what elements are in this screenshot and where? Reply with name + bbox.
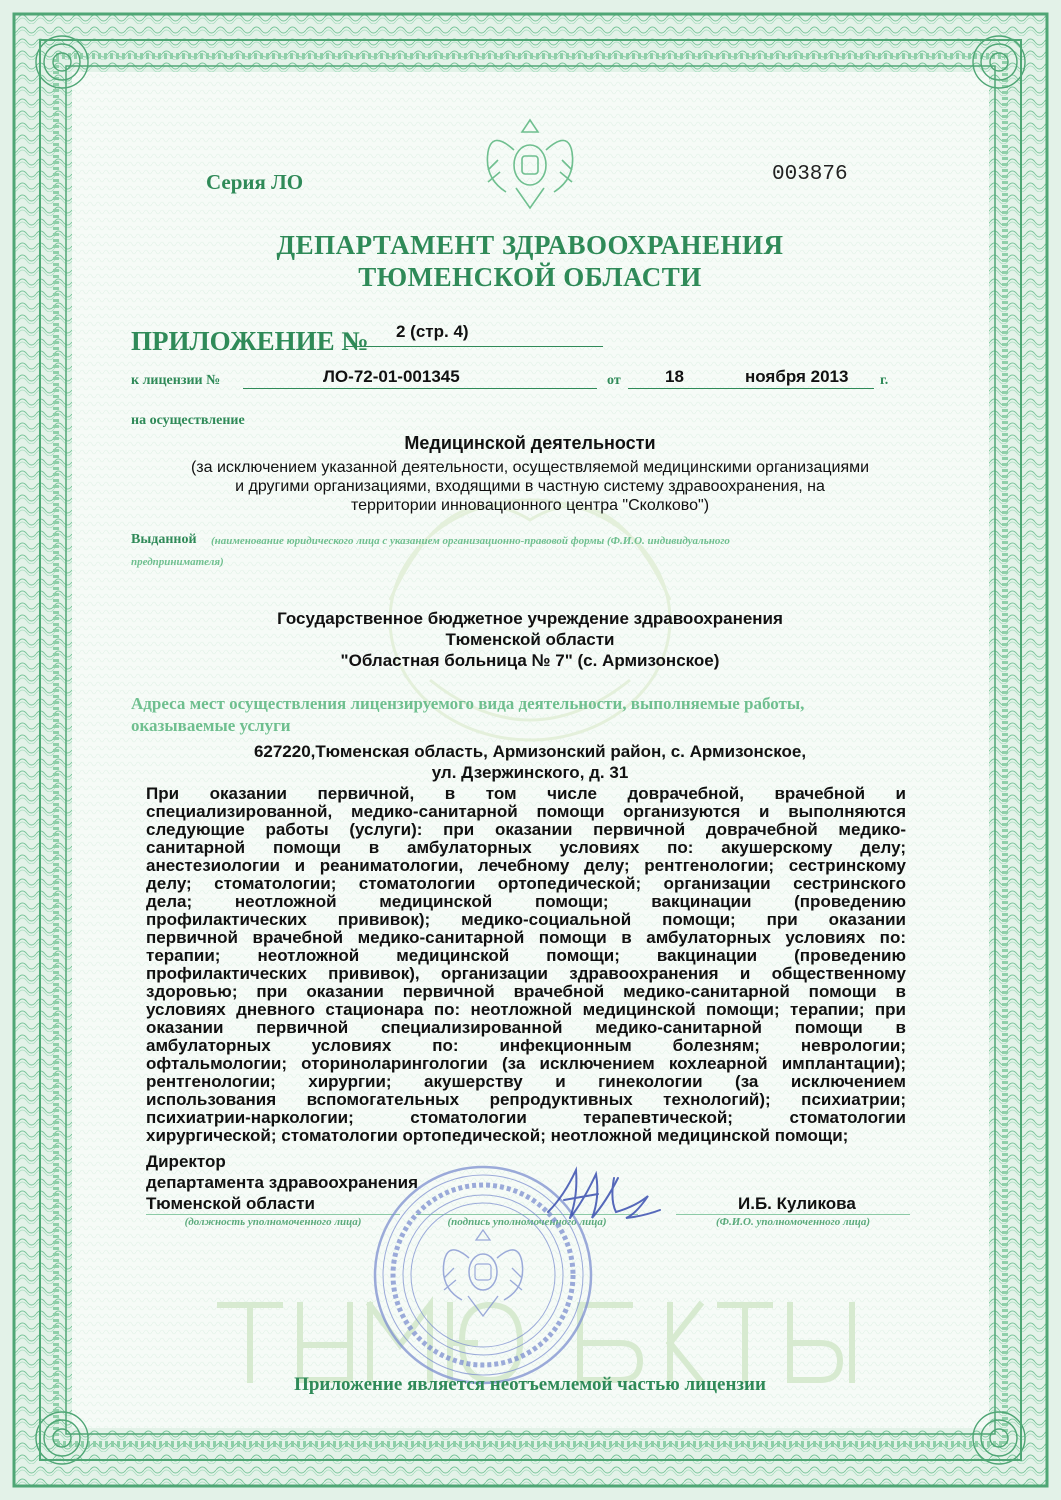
- license-year-suffix: г.: [880, 373, 889, 388]
- name-caption: (Ф.И.О. уполномоченного лица): [715, 1216, 871, 1228]
- footer-note: Приложение является неотъемлемой частью лицензии: [294, 1374, 766, 1395]
- activity-label: на осуществление: [131, 413, 245, 428]
- signatory-name: И.Б. Куликова: [738, 1194, 856, 1213]
- activity-note-line1: (за исключением указанной деятельности, осуществляемой медицинскими организациями: [190, 459, 870, 476]
- services-line: дела; неотложной медицинской помощи; вакцинации (проведению: [146, 892, 906, 911]
- services-line: первичной врачебной медико-санитарной помощи в амбулаторных условиях по:: [146, 928, 906, 947]
- series-label: Серия ЛО: [206, 170, 304, 194]
- services-line: специализированной, медико-санитарной помощи организуются и выполняются: [146, 802, 906, 821]
- issued-hint-line2: предпринимателя): [131, 556, 224, 568]
- license-number-line: [243, 388, 597, 389]
- handwritten-signature: [540, 1160, 670, 1230]
- address-line2: ул. Дзержинского, д. 31: [431, 763, 629, 782]
- department-title-line1: ДЕПАРТАМЕНТ ЗДРАВООХРАНЕНИЯ: [276, 230, 784, 260]
- license-label: к лицензии №: [131, 373, 221, 388]
- services-line: анестезиологии и реаниматологии, лечебному делу; рентгенологии; сестринскому: [146, 856, 906, 875]
- services-line: профилактических прививок), организации здравоохранения и общественному: [146, 964, 906, 983]
- organization-line1: Государственное бюджетное учреждение здравоохранения: [277, 609, 783, 628]
- services-line: офтальмологии; оториноларингологии (за исключением кохлеарной имплантации);: [146, 1054, 906, 1073]
- signatory-position-line3: Тюменской области: [146, 1194, 315, 1213]
- services-line: При оказании первичной, в том числе доврачебной, врачебной и: [146, 784, 906, 803]
- license-number: ЛО-72-01-001345: [323, 367, 460, 386]
- services-line: использования вспомогательных репродуктивных технологий); психиатрии;: [146, 1090, 906, 1109]
- services-line: профилактических прививок); медико-социальной помощи; при оказании: [146, 910, 906, 929]
- address-line1: 627220,Тюменская область, Армизонский район, с. Армизонское,: [253, 742, 807, 761]
- license-from-label: от: [607, 373, 621, 388]
- signature-caption: (подпись уполномоченного лица): [447, 1216, 607, 1228]
- position-caption-line: [146, 1214, 400, 1215]
- services-line: хирургической; стоматологии ортопедической; неотложной медицинской помощи;: [146, 1126, 849, 1145]
- appendix-number-line: [345, 346, 603, 347]
- address-heading-line2: оказываемые услуги: [131, 716, 291, 735]
- activity-title: Медицинской деятельности: [404, 433, 656, 453]
- address-heading-line1: Адреса мест осуществления лицензируемого вида деятельности, выполняемые работы,: [131, 694, 805, 713]
- services-line: делу; стоматологии; стоматологии ортопедической; организации сестринского: [146, 874, 906, 893]
- services-line: оказании первичной специализированной медико-санитарной помощи в: [146, 1018, 906, 1037]
- serial-number: 003876: [772, 163, 848, 186]
- license-date-line: [628, 388, 874, 389]
- organization-line2: Тюменской области: [445, 630, 615, 649]
- license-day: 18: [665, 367, 684, 386]
- organization-line3: "Областная больница № 7" (с. Армизонское): [340, 651, 720, 670]
- services-line: терапии; неотложной медицинской помощи; вакцинации (проведению: [146, 946, 906, 965]
- services-line: условиях дневного стационара по: неотложной медицинской помощи; терапии; при: [146, 1000, 906, 1019]
- position-caption: (должность уполномоченного лица): [184, 1216, 362, 1228]
- services-line: амбулаторных условиях по: инфекционным болезням; неврологии;: [146, 1036, 906, 1055]
- issued-label: Выданной: [131, 532, 197, 547]
- issued-hint-line1: (наименование юридического лица с указанием организационно-правовой формы (Ф.И.О. индивидуального: [211, 535, 730, 547]
- appendix-label: ПРИЛОЖЕНИЕ №: [131, 326, 369, 356]
- department-title-line2: ТЮМЕНСКОЙ ОБЛАСТИ: [358, 262, 702, 292]
- activity-note-line3: территории инновационного центра "Сколково"): [350, 497, 710, 514]
- signatory-position-line1: Директор: [146, 1152, 226, 1171]
- services-line: следующие работы (услуги): при оказании первичной доврачебной медико-: [146, 820, 906, 839]
- activity-note-line2: и другими организациями, входящими в частную систему здравоохранения, на: [235, 478, 825, 495]
- services-line: здоровью; при оказании первичной врачебной медико-санитарной помощи в: [146, 982, 906, 1001]
- signatory-position-line2: департамента здравоохранения: [146, 1173, 419, 1192]
- license-month-year: ноября 2013: [745, 367, 849, 386]
- services-line: рентгенологии; хирургии; акушерству и гинекологии (за исключением: [146, 1072, 906, 1091]
- services-line: психиатрии-наркологии; стоматологии терапевтической; стоматологии: [146, 1108, 906, 1127]
- appendix-number: 2 (стр. 4): [396, 322, 469, 341]
- services-line: санитарной помощи в амбулаторных условиях по: акушерскому делу;: [146, 838, 906, 857]
- name-caption-line: [676, 1214, 910, 1215]
